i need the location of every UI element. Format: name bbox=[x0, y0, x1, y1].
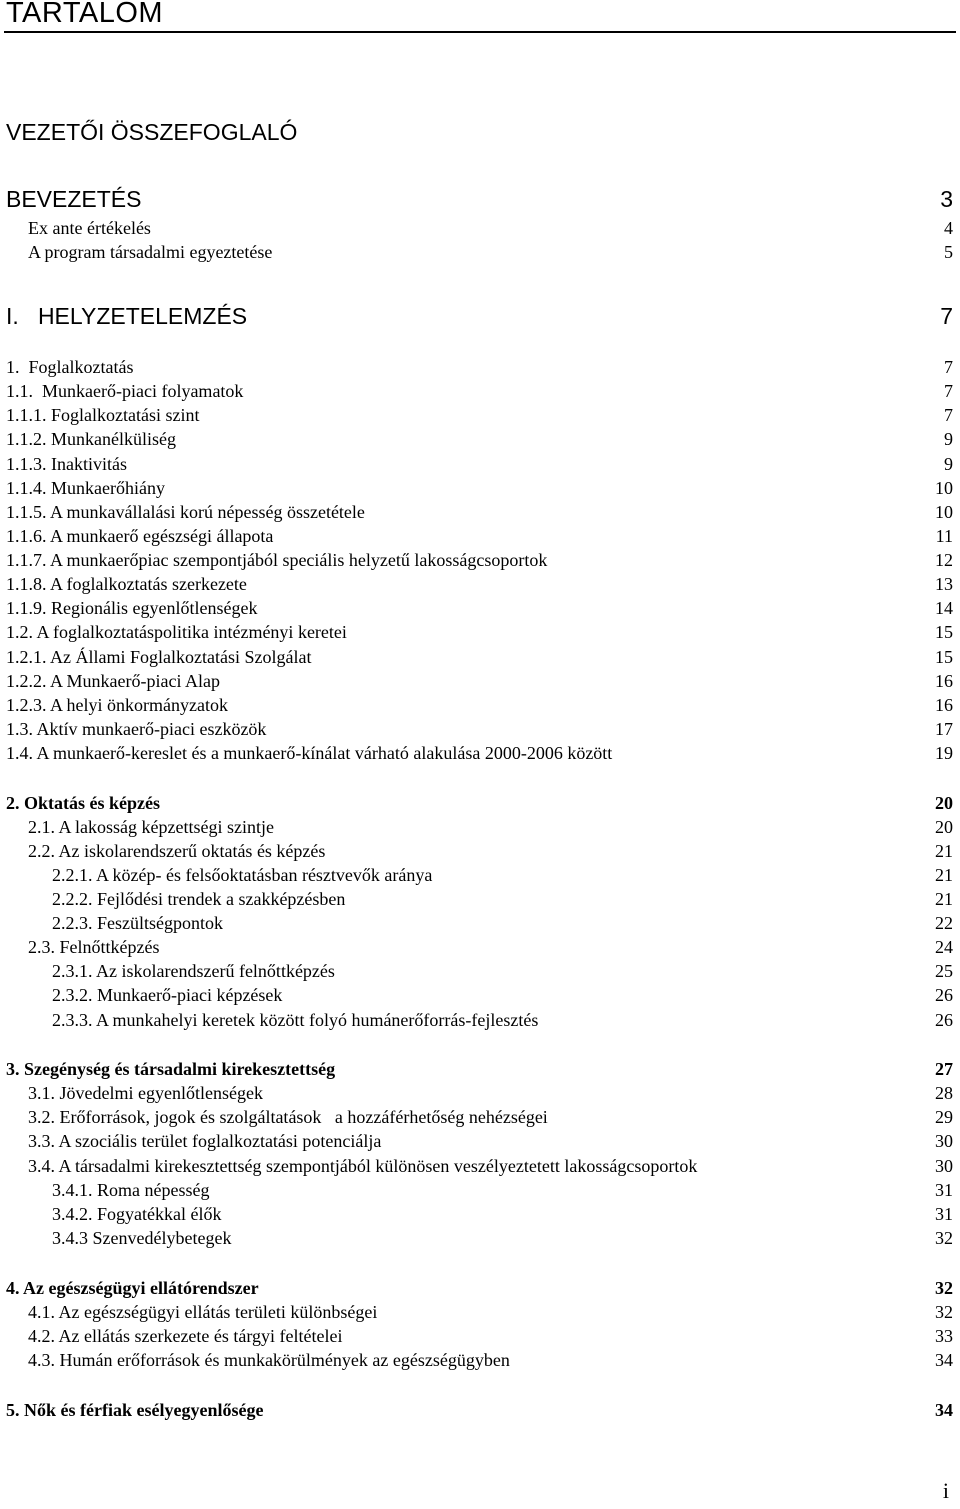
toc-label: I. HELYZETELEMZÉS bbox=[6, 303, 248, 329]
toc-page: 24 bbox=[935, 937, 953, 957]
toc-entry[interactable] bbox=[0, 647, 960, 671]
toc-label: 2.2.2. Fejlődési trendek a szakképzésben bbox=[52, 889, 346, 909]
toc-page: 26 bbox=[935, 985, 953, 1005]
toc-entry[interactable] bbox=[0, 1228, 960, 1252]
toc-label: 5. Nők és férfiak esélyegyenlősége bbox=[6, 1400, 264, 1420]
toc-label: 3.3. A szociális terület foglalkoztatási potenciálja bbox=[28, 1131, 382, 1151]
footer-page-number: i bbox=[942, 1478, 949, 1503]
toc-entry[interactable] bbox=[0, 303, 960, 327]
toc-page: 21 bbox=[935, 841, 953, 861]
toc-label: 2.2.1. A közép- és felsőoktatásban résztvevők aránya bbox=[52, 865, 433, 885]
toc-label: 1.1.9. Regionális egyenlőtlenségek bbox=[6, 598, 258, 618]
toc-page: 16 bbox=[935, 671, 953, 691]
toc-entry[interactable] bbox=[0, 841, 960, 865]
toc-label: 1. Foglalkoztatás bbox=[6, 357, 134, 377]
toc-page: 13 bbox=[935, 574, 953, 594]
toc-entry[interactable] bbox=[0, 985, 960, 1009]
toc-entry[interactable] bbox=[0, 889, 960, 913]
toc-entry[interactable] bbox=[0, 671, 960, 695]
toc-entry[interactable] bbox=[0, 937, 960, 961]
toc-page: 26 bbox=[935, 1010, 953, 1030]
toc-entry[interactable] bbox=[0, 793, 960, 817]
toc-page: 19 bbox=[935, 743, 953, 763]
toc-entry[interactable] bbox=[0, 1107, 960, 1131]
toc-label: 3.4. A társadalmi kirekesztettség szempontjából különösen veszélyeztetett lakosságcsoportok bbox=[28, 1156, 698, 1176]
toc-label: 1.1. Munkaerő-piaci folyamatok bbox=[6, 381, 244, 401]
toc-label: Ex ante értékelés bbox=[28, 218, 151, 238]
toc-page: 3 bbox=[940, 186, 953, 212]
toc-entry[interactable] bbox=[0, 598, 960, 622]
toc-page: 31 bbox=[935, 1204, 953, 1224]
toc-label: 2.2. Az iskolarendszerű oktatás és képzés bbox=[28, 841, 326, 861]
toc-entry[interactable] bbox=[0, 1083, 960, 1107]
toc-entry[interactable] bbox=[0, 913, 960, 937]
page-title: TARTALOM bbox=[6, 0, 164, 29]
toc-entry[interactable] bbox=[0, 743, 960, 767]
toc-label: 1.1.6. A munkaerő egészségi állapota bbox=[6, 526, 274, 546]
toc-page: 29 bbox=[935, 1107, 953, 1127]
toc-label: 2.3.2. Munkaerő-piaci képzések bbox=[52, 985, 283, 1005]
toc-entry[interactable] bbox=[0, 695, 960, 719]
toc-page: 12 bbox=[935, 550, 953, 570]
toc-label: 4. Az egészségügyi ellátórendszer bbox=[6, 1278, 259, 1298]
toc-label: 3.4.3 Szenvedélybetegek bbox=[52, 1228, 232, 1248]
toc-label: 3.1. Jövedelmi egyenlőtlenségek bbox=[28, 1083, 263, 1103]
toc-entry[interactable] bbox=[0, 242, 960, 266]
toc-label: 1.2.1. Az Állami Foglalkoztatási Szolgálat bbox=[6, 647, 312, 667]
toc-page: 17 bbox=[935, 719, 953, 739]
toc-label: A program társadalmi egyeztetése bbox=[28, 242, 273, 262]
toc-page: 7 bbox=[944, 357, 953, 377]
toc-entry[interactable] bbox=[0, 1156, 960, 1180]
toc-label: 3. Szegénység és társadalmi kirekesztettség bbox=[6, 1059, 336, 1079]
toc-page: 22 bbox=[935, 913, 953, 933]
toc-label: BEVEZETÉS bbox=[6, 186, 142, 212]
toc-entry[interactable] bbox=[0, 478, 960, 502]
toc-page: 32 bbox=[935, 1302, 953, 1322]
toc-page: 32 bbox=[935, 1278, 953, 1298]
toc-entry[interactable] bbox=[0, 381, 960, 405]
toc-label: 1.1.3. Inaktivitás bbox=[6, 454, 127, 474]
toc-label: 4.1. Az egészségügyi ellátás területi különbségei bbox=[28, 1302, 378, 1322]
toc-label: 1.2.2. A Munkaerő-piaci Alap bbox=[6, 671, 220, 691]
toc-page: 28 bbox=[935, 1083, 953, 1103]
toc-page: 20 bbox=[935, 793, 953, 813]
toc-page: 15 bbox=[935, 647, 953, 667]
toc-label: 2.3. Felnőttképzés bbox=[28, 937, 160, 957]
toc-entry[interactable] bbox=[0, 817, 960, 841]
toc-page: 31 bbox=[935, 1180, 953, 1200]
toc-page: 7 bbox=[944, 405, 953, 425]
toc-label: VEZETŐI ÖSSZEFOGLALÓ bbox=[6, 119, 298, 145]
toc-page: 9 bbox=[944, 454, 953, 474]
toc-label: 3.4.2. Fogyatékkal élők bbox=[52, 1204, 222, 1224]
toc-label: 3.2. Erőforrások, jogok és szolgáltatások a hozzáférhetőség nehézségei bbox=[28, 1107, 548, 1127]
toc-entry[interactable] bbox=[0, 719, 960, 743]
toc-label: 1.1.5. A munkavállalási korú népesség összetétele bbox=[6, 502, 365, 522]
toc-entry[interactable] bbox=[0, 405, 960, 429]
toc-page: 15 bbox=[935, 622, 953, 642]
toc-page: 30 bbox=[935, 1131, 953, 1151]
toc-entry[interactable] bbox=[0, 1010, 960, 1034]
toc-entry[interactable] bbox=[0, 186, 960, 210]
toc-page: 11 bbox=[935, 526, 953, 546]
toc-page: 27 bbox=[935, 1059, 953, 1079]
toc-label: 2.3.1. Az iskolarendszerű felnőttképzés bbox=[52, 961, 335, 981]
toc-entry[interactable] bbox=[0, 574, 960, 598]
toc-page: 33 bbox=[935, 1326, 953, 1346]
toc-entry[interactable] bbox=[0, 357, 960, 381]
toc-page: 7 bbox=[944, 381, 953, 401]
toc-entry[interactable] bbox=[0, 550, 960, 574]
toc-page: 30 bbox=[935, 1156, 953, 1176]
toc-page: 9 bbox=[944, 429, 953, 449]
toc-entry[interactable] bbox=[0, 1278, 960, 1302]
toc-label: 1.1.2. Munkanélküliség bbox=[6, 429, 176, 449]
toc-label: 1.1.1. Foglalkoztatási szint bbox=[6, 405, 200, 425]
toc-page: 4 bbox=[944, 218, 953, 238]
toc-label: 1.1.7. A munkaerőpiac szempontjából speciális helyzetű lakosságcsoportok bbox=[6, 550, 548, 570]
toc-entry[interactable] bbox=[0, 429, 960, 453]
toc-entry[interactable] bbox=[0, 1131, 960, 1155]
toc-label: 2.1. A lakosság képzettségi szintje bbox=[28, 817, 274, 837]
toc-page: 10 bbox=[935, 478, 953, 498]
toc-label: 1.2.3. A helyi önkormányzatok bbox=[6, 695, 228, 715]
toc-entry[interactable] bbox=[0, 1059, 960, 1083]
toc-label: 1.1.4. Munkaerőhiány bbox=[6, 478, 165, 498]
toc-entry[interactable] bbox=[0, 865, 960, 889]
toc-page: 34 bbox=[935, 1400, 953, 1420]
toc-label: 2. Oktatás és képzés bbox=[6, 793, 160, 813]
toc-label: 3.4.1. Roma népesség bbox=[52, 1180, 210, 1200]
toc-page: 16 bbox=[935, 695, 953, 715]
toc-page: 21 bbox=[935, 889, 953, 909]
toc-page: 7 bbox=[940, 303, 953, 329]
toc-entry[interactable] bbox=[0, 1302, 960, 1326]
toc-entry[interactable] bbox=[0, 622, 960, 646]
toc-page: 14 bbox=[935, 598, 953, 618]
toc-label: 1.1.8. A foglalkoztatás szerkezete bbox=[6, 574, 247, 594]
toc-page: 10 bbox=[935, 502, 953, 522]
toc-entry[interactable] bbox=[0, 1180, 960, 1204]
toc-entry[interactable] bbox=[0, 1326, 960, 1350]
toc-page: 21 bbox=[935, 865, 953, 885]
toc-entry[interactable] bbox=[0, 526, 960, 550]
toc-page: 34 bbox=[935, 1350, 953, 1370]
toc-entry[interactable] bbox=[0, 119, 960, 143]
toc-entry[interactable] bbox=[0, 218, 960, 242]
toc-label: 1.2. A foglalkoztatáspolitika intézményi keretei bbox=[6, 622, 347, 642]
toc-entry[interactable] bbox=[0, 502, 960, 526]
toc-page: 5 bbox=[944, 242, 953, 262]
toc-entry[interactable] bbox=[0, 1204, 960, 1228]
toc-page: 25 bbox=[935, 961, 953, 981]
toc-page: 32 bbox=[935, 1228, 953, 1248]
toc-label: 2.2.3. Feszültségpontok bbox=[52, 913, 223, 933]
toc-page: 20 bbox=[935, 817, 953, 837]
toc-label: 1.3. Aktív munkaerő-piaci eszközök bbox=[6, 719, 267, 739]
toc-label: 4.2. Az ellátás szerkezete és tárgyi feltételei bbox=[28, 1326, 343, 1346]
toc-entry[interactable] bbox=[0, 1400, 960, 1424]
toc-entry[interactable] bbox=[0, 961, 960, 985]
title-rule bbox=[4, 31, 956, 33]
toc-label: 4.3. Humán erőforrások és munkakörülmények az egészségügyben bbox=[28, 1350, 510, 1370]
toc-entry[interactable] bbox=[0, 454, 960, 478]
toc-label: 2.3.3. A munkahelyi keretek között folyó humánerőforrás-fejlesztés bbox=[52, 1010, 539, 1030]
toc-entry[interactable] bbox=[0, 1350, 960, 1374]
toc-label: 1.4. A munkaerő-kereslet és a munkaerő-kínálat várható alakulása 2000-2006 között bbox=[6, 743, 613, 763]
